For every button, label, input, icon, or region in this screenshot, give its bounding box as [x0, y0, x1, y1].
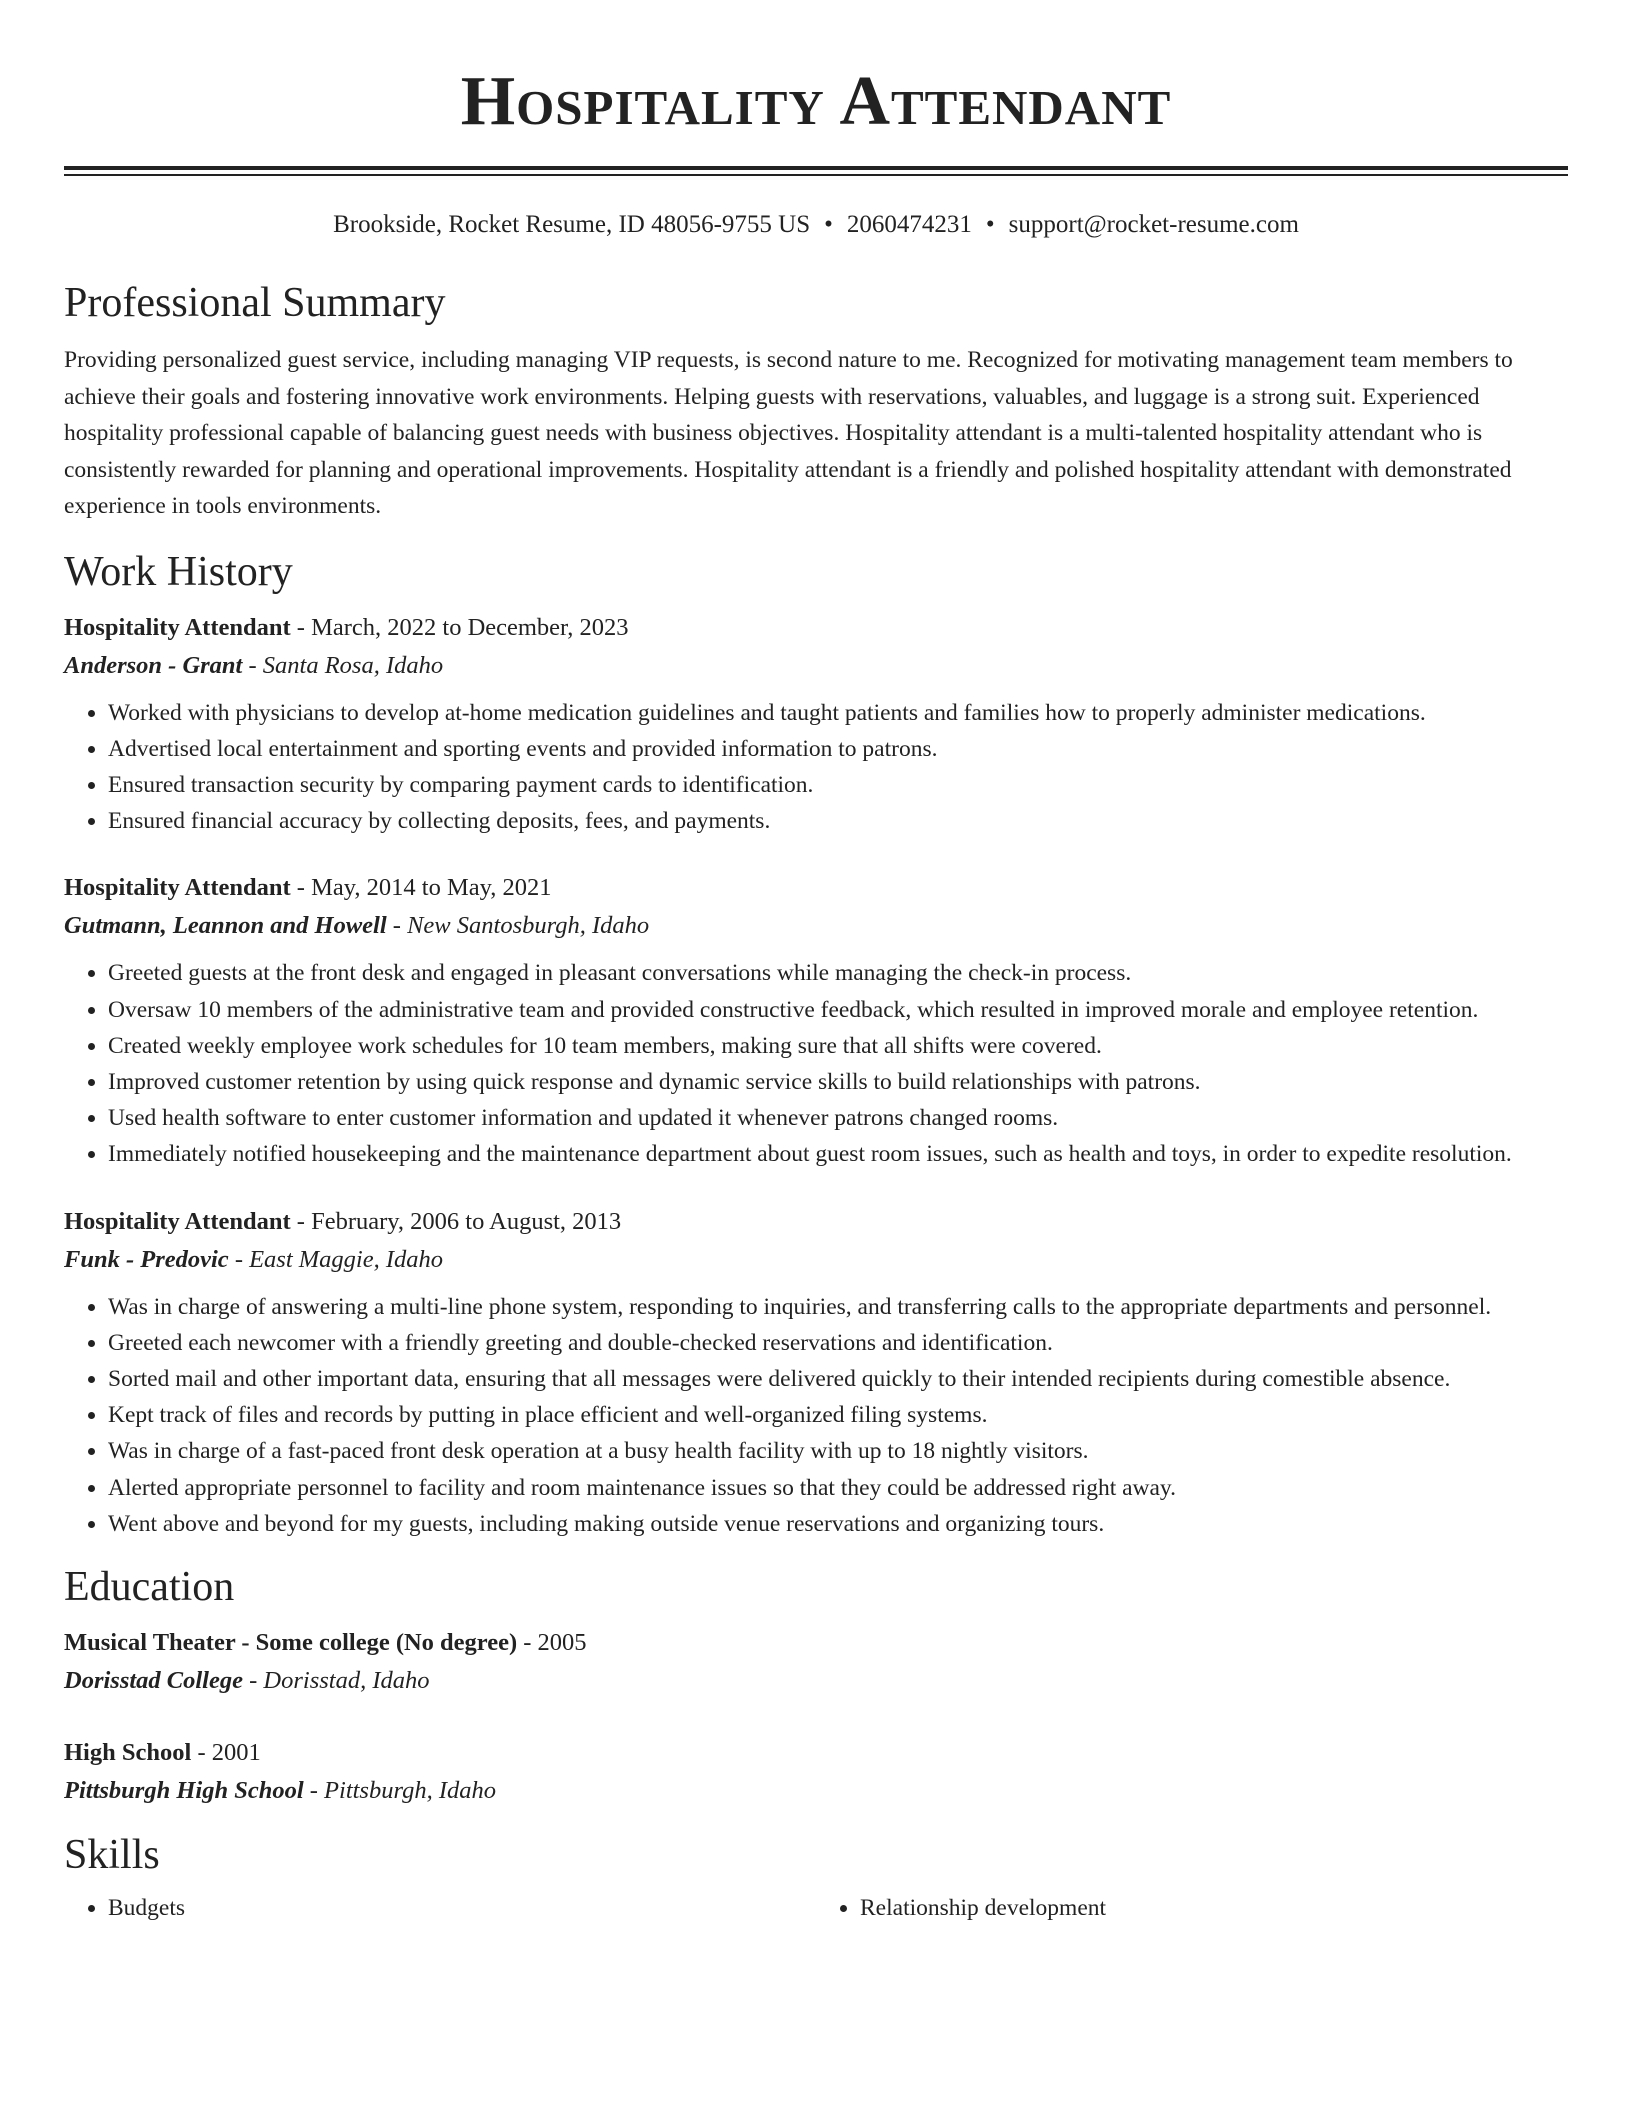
skills-heading: Skills — [64, 1831, 160, 1878]
education-heading: Education — [64, 1563, 235, 1610]
job-title-line — [64, 609, 1568, 647]
list-item: • Went above and beyond for my guests, including making outside venue reservations and organizing tours. — [108, 1506, 1568, 1542]
skill-item: • Relationship development — [860, 1890, 1568, 1926]
education-school-line — [64, 1772, 1568, 1810]
job-title-line — [64, 869, 1568, 907]
title-rule-thick — [64, 166, 1568, 170]
list-item: • Ensured transaction security by comparing payment cards to identification. — [108, 767, 1568, 803]
job-dates: - May, 2014 to May, 2021 — [290, 874, 552, 902]
job-title: Hospitality Attendant — [64, 613, 291, 641]
resume-title: Hospitality Attendant — [460, 63, 1172, 140]
education-degree: Musical Theater - Some college (No degree) — [64, 1628, 518, 1656]
job-entry — [64, 1203, 1568, 1542]
job-company: Anderson - Grant — [64, 651, 243, 679]
title-rule-thin — [64, 174, 1568, 176]
education-degree: High School — [64, 1738, 192, 1766]
job-location: - East Maggie, Idaho — [228, 1245, 444, 1273]
education-entry — [64, 1624, 1568, 1700]
education-location: - Pittsburgh, Idaho — [303, 1776, 497, 1804]
job-location: - New Santosburgh, Idaho — [386, 912, 650, 940]
job-company: Gutmann, Leannon and Howell — [64, 912, 387, 940]
job-dates: - February, 2006 to August, 2013 — [290, 1207, 622, 1235]
education-year: - 2001 — [191, 1738, 261, 1766]
job-title-line — [64, 1203, 1568, 1241]
summary-text: Providing personalized guest service, including managing VIP requests, is second nature to me. Recognized for motivating management team members to achieve their goals and fostering innovative work environments. Helping guests with reservations, valuables, and luggage is a strong suit. Experienced hospitality professional capable of balancing guest needs with business objectives. Hospitality attendant is a multi-talented hospitality attendant who is consistently rewarded for planning and operational improvements. Hospitality attendant is a friendly and polished hospitality attendant with demonstrated experience in tools environments. — [64, 347, 1513, 519]
job-company-line — [64, 907, 1568, 945]
skills-list-right — [816, 1890, 1568, 1926]
skills-grid — [64, 1880, 1568, 1926]
list-item: • Alerted appropriate personnel to facility and room maintenance issues so that they could be addressed right away. — [108, 1470, 1568, 1506]
job-company-line — [64, 1241, 1568, 1279]
job-duties-list — [64, 955, 1568, 1172]
list-item: • Improved customer retention by using quick response and dynamic service skills to build relationships with patrons. — [108, 1064, 1568, 1100]
job-title: Hospitality Attendant — [64, 1207, 291, 1235]
job-entry — [64, 609, 1568, 840]
education-location: - Dorisstad, Idaho — [243, 1666, 430, 1694]
education-degree-line — [64, 1734, 1568, 1772]
list-item: • Ensured financial accuracy by collecting deposits, fees, and payments. — [108, 803, 1568, 839]
summary-heading: Professional Summary — [64, 280, 446, 326]
list-item: • Was in charge of answering a multi-line phone system, responding to inquiries, and transferring calls to the appropriate departments and personnel. — [108, 1289, 1568, 1325]
list-item: • Created weekly employee work schedules for 10 team members, making sure that all shifts were covered. — [108, 1028, 1568, 1064]
job-dates: - March, 2022 to December, 2023 — [290, 613, 629, 641]
job-company-line — [64, 647, 1568, 685]
job-duties-list — [64, 695, 1568, 840]
contact-phone: 2060474231 — [846, 211, 972, 238]
skills-list-left — [64, 1890, 816, 1926]
education-school: Dorisstad College — [64, 1666, 243, 1694]
education-entry — [64, 1734, 1568, 1810]
list-item: • Greeted guests at the front desk and engaged in pleasant conversations while managing the check-in process. — [108, 955, 1568, 991]
education-year: - 2005 — [517, 1628, 587, 1656]
contact-line — [64, 210, 1568, 240]
work-history-heading: Work History — [64, 548, 293, 595]
job-duties-list — [64, 1289, 1568, 1542]
contact-separator: • — [985, 211, 995, 238]
list-item: • Immediately notified housekeeping and the maintenance department about guest room issues, such as health and toys, in order to expedite resolution. — [108, 1136, 1568, 1172]
list-item: • Kept track of files and records by putting in place efficient and well-organized filing systems. — [108, 1397, 1568, 1433]
job-company: Funk - Predovic — [64, 1245, 229, 1273]
list-item: • Sorted mail and other important data, ensuring that all messages were delivered quickly to their intended recipients during comestible absence. — [108, 1361, 1568, 1397]
job-title: Hospitality Attendant — [64, 874, 291, 902]
list-item: • Greeted each newcomer with a friendly greeting and double-checked reservations and identification. — [108, 1325, 1568, 1361]
list-item: • Was in charge of a fast-paced front desk operation at a busy health facility with up to 18 nightly visitors. — [108, 1433, 1568, 1469]
contact-address: Brookside, Rocket Resume, ID 48056-9755 US — [333, 211, 811, 238]
skill-item: • Budgets — [108, 1890, 816, 1926]
education-degree-line — [64, 1624, 1568, 1662]
contact-email: support@rocket-resume.com — [1008, 211, 1299, 238]
education-school-line — [64, 1662, 1568, 1700]
education-school: Pittsburgh High School — [64, 1776, 304, 1804]
job-entry — [64, 869, 1568, 1172]
job-location: - Santa Rosa, Idaho — [242, 651, 444, 679]
list-item: • Used health software to enter customer information and updated it whenever patrons changed rooms. — [108, 1100, 1568, 1136]
list-item: • Worked with physicians to develop at-home medication guidelines and taught patients and families how to properly administer medications. — [108, 695, 1568, 731]
list-item: • Advertised local entertainment and sporting events and provided information to patrons. — [108, 731, 1568, 767]
list-item: • Oversaw 10 members of the administrative team and provided constructive feedback, which resulted in improved morale and employee retention. — [108, 992, 1568, 1028]
contact-separator: • — [824, 211, 833, 238]
